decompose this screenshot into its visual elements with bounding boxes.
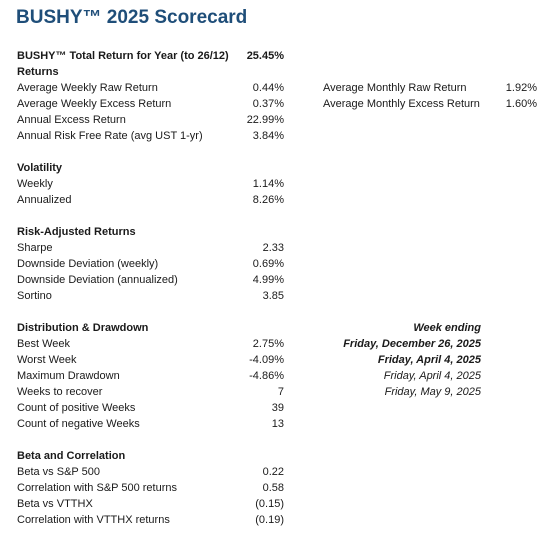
metric-value: 7 — [277, 386, 284, 398]
total-return-value: 25.45% — [246, 50, 284, 62]
metric-value: 3.85 — [262, 290, 284, 302]
risk-adjusted-heading — [0, 224, 548, 240]
metric-label: Downside Deviation (annualized) — [17, 274, 178, 286]
total-return-label: BUSHY™ Total Return for Year (to 26/12) — [17, 50, 229, 62]
metric-label: Weekly — [17, 178, 53, 190]
metric-value: 0.37% — [252, 98, 284, 110]
metric-value: 13 — [271, 418, 284, 430]
week-ending-date: Friday, May 9, 2025 — [384, 386, 481, 398]
metric-label: Beta vs S&P 500 — [17, 466, 100, 478]
monthly-metric-label: Average Monthly Raw Return — [323, 82, 467, 94]
volatility-row — [0, 176, 548, 192]
week-ending-heading: Week ending — [413, 322, 481, 334]
monthly-metric-value: 1.60% — [505, 98, 537, 110]
volatility-heading — [0, 160, 548, 176]
metric-value: 2.75% — [252, 338, 284, 350]
beta-heading — [0, 448, 548, 464]
total-return-row — [0, 48, 548, 64]
risk-adjusted-row — [0, 272, 548, 288]
metric-label: Count of positive Weeks — [17, 402, 136, 414]
distribution-row — [0, 416, 548, 432]
metric-value: 0.44% — [252, 82, 284, 94]
metric-label: Annual Excess Return — [17, 114, 126, 126]
risk-adjusted-row — [0, 256, 548, 272]
metric-value: (0.15) — [255, 498, 284, 510]
risk-adjusted-row — [0, 240, 548, 256]
metric-value: -4.09% — [249, 354, 284, 366]
distribution-row — [0, 336, 548, 352]
metric-value: 39 — [271, 402, 284, 414]
metric-label: Annualized — [17, 194, 72, 206]
week-ending-date: Friday, April 4, 2025 — [383, 370, 481, 382]
metric-label: Average Weekly Excess Return — [17, 98, 172, 110]
metric-label: Average Weekly Raw Return — [17, 82, 158, 94]
metric-value: 0.58 — [262, 482, 284, 494]
distribution-row — [0, 400, 548, 416]
distribution-heading — [0, 320, 548, 336]
metric-label: Correlation with S&P 500 returns — [17, 482, 177, 494]
volatility-heading-label: Volatility — [17, 162, 63, 174]
metric-label: Downside Deviation (weekly) — [17, 258, 159, 270]
metric-label: Weeks to recover — [17, 386, 103, 398]
distribution-row — [0, 368, 548, 384]
metric-value: 2.33 — [262, 242, 284, 254]
week-ending-date: Friday, December 26, 2025 — [343, 338, 481, 350]
metric-label: Beta vs VTTHX — [17, 498, 93, 510]
returns-row — [0, 112, 548, 128]
page-title: BUSHY™ 2025 Scorecard — [16, 7, 248, 28]
metric-value: 22.99% — [246, 114, 284, 126]
distribution-row — [0, 384, 548, 400]
metric-label: Annual Risk Free Rate (avg UST 1-yr) — [17, 130, 203, 142]
metric-label: Maximum Drawdown — [17, 370, 120, 382]
beta-row — [0, 480, 548, 496]
metric-value: (0.19) — [255, 514, 284, 526]
volatility-row — [0, 192, 548, 208]
beta-row — [0, 464, 548, 480]
beta-heading-label: Beta and Correlation — [17, 450, 126, 462]
metric-label: Sortino — [17, 290, 52, 302]
metric-value: 0.22 — [262, 466, 284, 478]
week-ending-date: Friday, April 4, 2025 — [377, 354, 481, 366]
metric-label: Count of negative Weeks — [17, 418, 140, 430]
returns-row — [0, 80, 548, 96]
returns-row — [0, 96, 548, 112]
monthly-metric-label: Average Monthly Excess Return — [323, 98, 480, 110]
metric-value: 3.84% — [252, 130, 284, 142]
metric-label: Best Week — [17, 338, 70, 350]
risk-adjusted-row — [0, 288, 548, 304]
metric-value: 1.14% — [252, 178, 284, 190]
returns-row — [0, 128, 548, 144]
returns-heading-label: Returns — [17, 66, 59, 78]
distribution-heading-label: Distribution & Drawdown — [17, 322, 149, 334]
distribution-row — [0, 352, 548, 368]
beta-row — [0, 512, 548, 528]
returns-heading — [0, 64, 548, 80]
metric-value: 4.99% — [252, 274, 284, 286]
metric-value: 8.26% — [252, 194, 284, 206]
metric-label: Worst Week — [17, 354, 77, 366]
metric-value: 0.69% — [252, 258, 284, 270]
monthly-metric-value: 1.92% — [505, 82, 537, 94]
risk-adjusted-heading-label: Risk-Adjusted Returns — [17, 226, 136, 238]
beta-row — [0, 496, 548, 512]
metric-value: -4.86% — [249, 370, 284, 382]
metric-label: Correlation with VTTHX returns — [17, 514, 170, 526]
metric-label: Sharpe — [17, 242, 53, 254]
